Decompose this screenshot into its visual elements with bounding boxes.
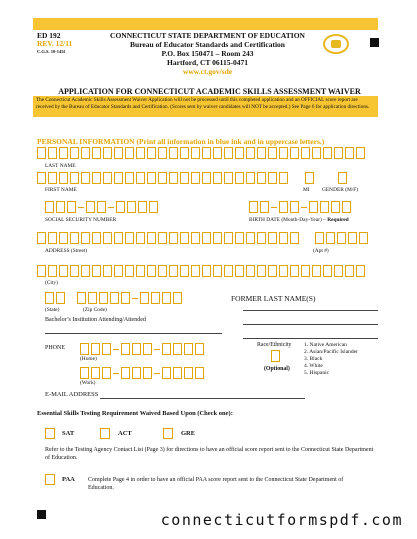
work-phone-label: (Work)	[80, 380, 96, 386]
sat-checkbox[interactable]	[45, 428, 55, 439]
state-zip-field[interactable]	[45, 292, 182, 304]
former-name-line-2[interactable]	[243, 324, 378, 325]
bachelors-label: Bachelor’s Institution Attending/Attended	[45, 317, 146, 323]
optional-label: (Optional)	[264, 366, 290, 372]
home-phone-field[interactable]	[80, 343, 204, 355]
ethnicity-label: Race/Ethnicity	[257, 342, 292, 348]
revision: REV. 12/11	[37, 39, 73, 48]
ethnicity-options	[304, 342, 358, 377]
department-name: CONNECTICUT STATE DEPARTMENT OF EDUCATION	[110, 31, 305, 40]
sat-label: SAT	[62, 430, 75, 437]
notice-box: The Connecticut Academic Skills Assessment Waiver Application will not be processed until this completed application and an OFFICIAL score report are received by the Bureau of Educator Standards and Certification. (Scores sent by waiver candidates will NOT be accepted.) See Page 6 for application directions.	[33, 96, 378, 117]
state-label: (State)	[45, 307, 60, 313]
last-name-field[interactable]	[37, 147, 365, 159]
ethnicity-option: 4. White	[304, 363, 323, 369]
mi-field[interactable]	[305, 172, 314, 184]
email-label: E-MAIL ADDRESS	[45, 391, 99, 398]
address-field[interactable]	[37, 232, 299, 244]
form-code: ED 192	[37, 31, 61, 40]
city-field[interactable]	[37, 265, 365, 277]
paa-text: Complete Page 4 in order to have an official PAA score report sent to the Connecticut State Department of Education.	[88, 477, 344, 491]
apt-field[interactable]	[315, 232, 368, 244]
birth-date-field[interactable]	[249, 201, 351, 213]
paa-label: PAA	[62, 476, 75, 483]
form-id-block	[37, 32, 72, 56]
ethnicity-option: 5. Hispanic	[304, 370, 330, 376]
home-phone-label: (Home)	[80, 356, 97, 362]
ssn-label: SOCIAL SECURITY NUMBER	[45, 217, 117, 223]
personal-info-heading: PERSONAL INFORMATION (Print all information in blue ink and in uppercase letters.)	[37, 137, 325, 146]
form-title: APPLICATION FOR CONNECTICUT ACADEMIC SKILLS ASSESSMENT WAIVER	[58, 87, 361, 96]
former-last-name-label: FORMER LAST NAME(S)	[231, 294, 316, 303]
city-label: (City)	[45, 280, 58, 286]
state-seal-icon	[323, 34, 349, 54]
former-name-line-1[interactable]	[243, 310, 378, 311]
ethnicity-field[interactable]	[271, 350, 280, 362]
last-name-label: LAST NAME	[45, 163, 76, 169]
watermark: connecticutformspdf.com	[160, 511, 403, 529]
phone-label: PHONE	[45, 345, 66, 351]
ssn-field[interactable]	[45, 201, 158, 213]
department-block	[95, 31, 320, 76]
email-line[interactable]	[100, 398, 305, 399]
gre-label: GRE	[181, 430, 196, 437]
first-name-label: FIRST NAME	[45, 187, 77, 193]
mi-label: MI	[303, 187, 310, 193]
city-line: Hartford, CT 06115-0471	[167, 58, 248, 67]
website: www.ct.gov/sde	[182, 67, 233, 76]
address-label: ADDRESS (Street)	[45, 248, 88, 254]
former-name-line-3[interactable]	[243, 338, 378, 339]
cgs-code: C.G.S. 10-145f	[37, 49, 65, 54]
corner-marker	[370, 38, 379, 47]
bureau-name: Bureau of Educator Standards and Certification	[130, 40, 285, 49]
birth-date-label: BIRTH DATE (Month-Day-Year) – Required	[249, 217, 349, 223]
corner-marker	[37, 510, 46, 519]
zip-label: (Zip Code)	[83, 307, 107, 313]
gre-checkbox[interactable]	[163, 428, 173, 439]
first-name-field[interactable]	[37, 172, 288, 184]
act-checkbox[interactable]	[100, 428, 110, 439]
ethnicity-option: 2. Asian/Pacific Islander	[304, 349, 358, 355]
gender-label: GENDER (M/F)	[322, 187, 359, 193]
po-box: P.O. Box 150471 – Room 243	[161, 49, 254, 58]
paa-checkbox[interactable]	[45, 474, 55, 485]
bachelors-line[interactable]	[45, 333, 222, 334]
apt-label: (Apt #)	[313, 248, 329, 254]
ethnicity-option: 3. Black	[304, 356, 323, 362]
act-label: ACT	[118, 430, 132, 437]
gender-field[interactable]	[338, 172, 347, 184]
header-bar	[33, 18, 378, 30]
work-phone-field[interactable]	[80, 367, 204, 379]
refer-text: Refer to the Testing Agency Contact List (Page 3) for directions to have an official score report sent to the Connecticut State Department of Education.	[45, 447, 374, 461]
ethnicity-option: 1. Native American	[304, 342, 347, 348]
waiver-heading: Essential Skills Testing Requirement Waived Based Upon (Check one):	[37, 410, 233, 417]
